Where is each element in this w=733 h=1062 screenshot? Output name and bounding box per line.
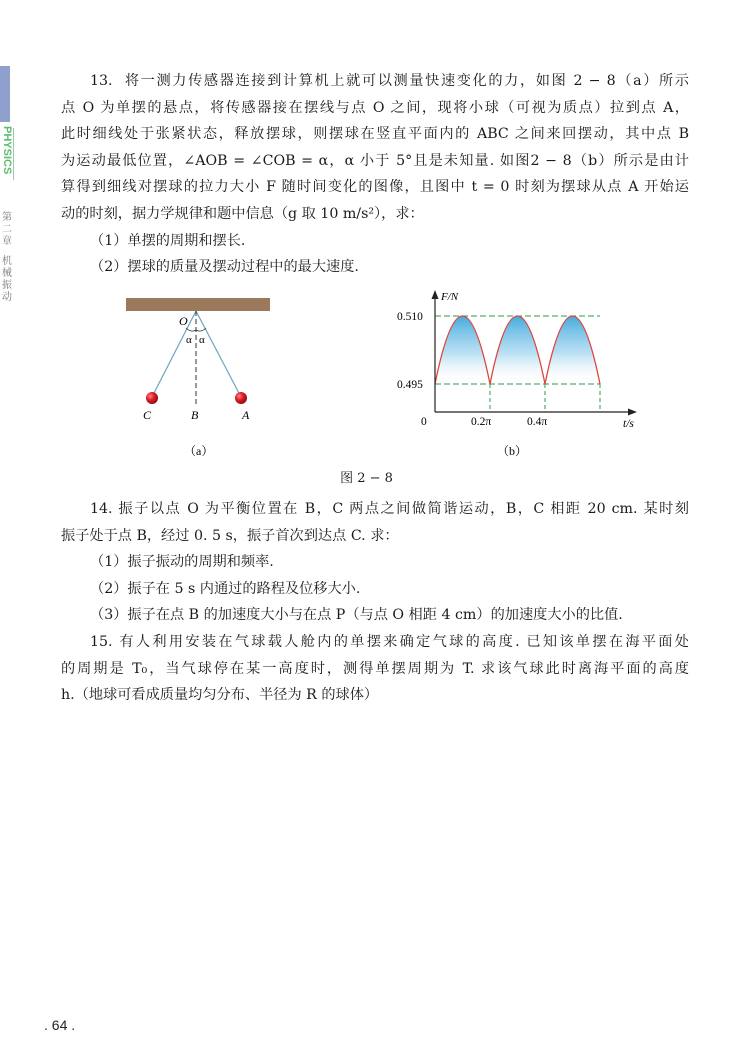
label-A: A [242,408,250,422]
p14-question-3: （3）振子在点 B 的加速度大小与在点 P（与点 O 相距 4 cm）的加速度大小的比值. [90,607,623,624]
p13-line5: 算得到细线对摆球的拉力大小 F 随时间变化的图像，且图中 t = 0 时刻为摆球从点 A 开始运 [61,179,689,196]
figure-b-force-time-graph [397,290,637,458]
figure-caption: 图 2 − 8 [340,471,393,486]
string-to-C [152,311,196,397]
p13-line3: 此时细线处于张紧状态，释放摆球，则摆球在竖直平面内的 ABC 之间来回摆动，其中点 B [61,126,689,143]
problem-number: 13. [90,73,113,89]
x-tick-0.2pi: 0.2π [471,416,492,428]
y-tick-0.495: 0.495 [397,379,423,391]
string-to-A [196,311,241,397]
figure-a-pendulum [126,298,270,458]
p15-line3: h.（地球可看成质量均匀分布、半径为 R 的球体） [61,687,379,704]
problems-14-15-text [61,496,689,709]
chapter-number: 第二章 [2,212,12,247]
p13-question-1: （1）单摆的周期和摆长. [90,232,246,249]
p14-question-1: （1）振子振动的周期和频率. [90,554,274,571]
p13-line4: 为运动最低位置，∠AOB = ∠COB = α，α 小于 5°且是未知量. 如图2 − 8（b）所示是由计 [61,152,689,169]
p14-question-2: （2）振子在 5 s 内通过的路程及位移大小. [90,580,361,597]
label-alpha-left: α [186,334,192,346]
page-number: . 64 . [44,1017,76,1033]
p13-line1: 13. 将一测力传感器连接到计算机上就可以测量快速变化的力，如图 2 − 8（a）所示 [90,73,689,89]
y-axis-label: F/N [441,291,459,303]
label-B: B [191,408,199,422]
x-axis-arrow-icon [628,409,637,416]
p13-line6: 动的时刻，据力学规律和题中信息（g 取 10 m/s²），求： [61,205,424,222]
caption-b: （b） [497,444,528,458]
x-tick-0.4pi: 0.4π [527,416,548,428]
ceiling-bar [126,298,270,311]
caption-a: （a） [184,444,214,458]
label-C: C [143,408,152,422]
figure-2-8 [0,0,733,470]
ball-C [146,392,158,404]
p14-line1: 14. 振子以点 O 为平衡位置在 B，C 两点之间做简谐运动，B，C 相距 20 cm. 某时刻 [90,501,689,517]
p13-question-2: （2）摆球的质量及摆动过程中的最大速度. [90,259,359,276]
subject-label: PHYSICS [1,126,13,175]
ball-A [235,392,247,404]
chapter-name: 机械振动 [2,256,12,303]
x-axis-label: t/s [623,418,634,430]
y-tick-0.510: 0.510 [397,311,423,323]
p15-line1: 15. 有人利用安装在气球载人舱内的单摆来确定气球的高度. 已知该单摆在海平面处 [90,633,689,650]
p15-line2: 的周期是 T₀，当气球停在某一高度时，测得单摆周期为 T. 求该气球此时离海平面的高度 [61,660,689,677]
origin-label: 0 [421,416,427,428]
label-O: O [179,314,188,328]
label-alpha-right: α [199,334,205,346]
p14-line2: 振子处于点 B，经过 0. 5 s，振子首次到达点 C. 求： [61,527,399,544]
y-axis-arrow-icon [432,290,439,299]
p13-line2: 点 O 为单摆的悬点，将传感器接在摆线与点 O 之间，现将小球（可视为质点）拉到点 A， [61,99,689,116]
